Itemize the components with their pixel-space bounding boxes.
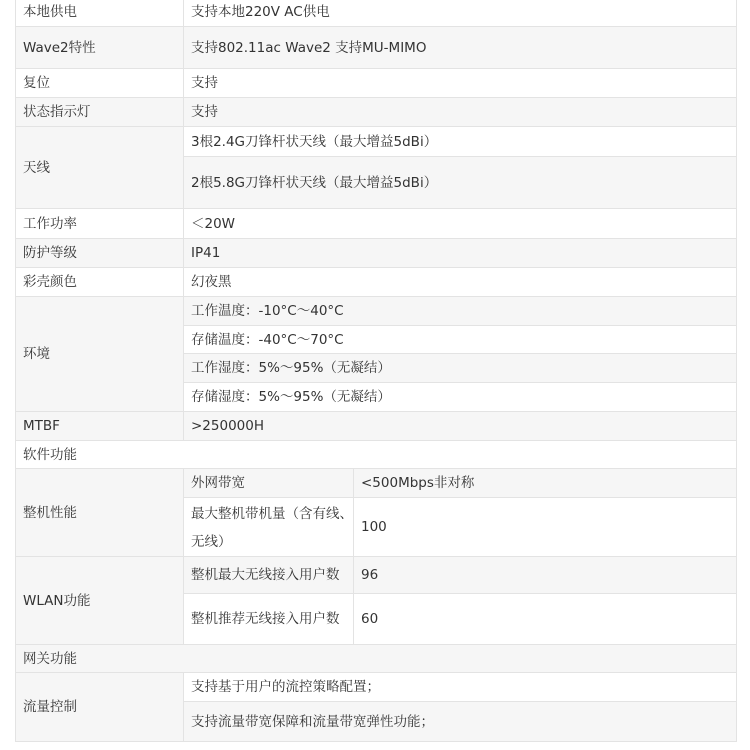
row-value: 支持802.11ac Wave2 支持MU-MIMO (184, 27, 737, 69)
section-heading-software (16, 441, 737, 469)
row-value: ＜20W (184, 209, 737, 239)
row-value: 支持 (184, 69, 737, 98)
row-label: WLAN功能 (16, 557, 184, 645)
spec-row-color (16, 268, 737, 297)
row-value: 存储温度：-40°C～70°C (184, 326, 737, 354)
spec-row-mtbf (16, 412, 737, 441)
row-value: 3根2.4G刀锋杆状天线（最大增益5dBi） (184, 127, 737, 157)
row-label: 环境 (16, 297, 184, 412)
row-label: MTBF (16, 412, 184, 441)
row-value: <500Mbps非对称 (354, 469, 737, 498)
row-value: 支持基于用户的流控策略配置； (184, 673, 737, 702)
row-value: 60 (354, 594, 737, 645)
row-key: 最大整机带机量（含有线、无线） (184, 498, 354, 557)
row-label: 流量控制 (16, 673, 184, 742)
spec-row-power (16, 0, 737, 27)
row-value: 96 (354, 557, 737, 594)
spec-row-performance (16, 469, 737, 498)
row-key: 外网带宽 (184, 469, 354, 498)
spec-row-antenna (16, 127, 737, 157)
section-heading: 软件功能 (16, 441, 737, 469)
row-value: 幻夜黑 (184, 268, 737, 297)
spec-row-wlan (16, 557, 737, 594)
row-label: 状态指示灯 (16, 98, 184, 127)
spec-row-environment (16, 297, 737, 326)
spec-row-power-consumption (16, 209, 737, 239)
row-value: 2根5.8G刀锋杆状天线（最大增益5dBi） (184, 157, 737, 209)
spec-table (15, 0, 737, 742)
row-value: IP41 (184, 239, 737, 268)
row-value: >250000H (184, 412, 737, 441)
row-label: 彩壳颜色 (16, 268, 184, 297)
row-label: 本地供电 (16, 0, 184, 27)
row-value: 存储湿度：5%～95%（无凝结） (184, 383, 737, 412)
row-value: 支持流量带宽保障和流量带宽弹性功能； (184, 702, 737, 742)
row-value: 支持 (184, 98, 737, 127)
row-label: 防护等级 (16, 239, 184, 268)
spec-row-protection (16, 239, 737, 268)
row-label: 工作功率 (16, 209, 184, 239)
row-value: 100 (354, 498, 737, 557)
row-label: 整机性能 (16, 469, 184, 557)
section-heading: 网关功能 (16, 645, 737, 673)
row-value: 工作湿度：5%～95%（无凝结） (184, 354, 737, 383)
row-label: 复位 (16, 69, 184, 98)
spec-row-wave2 (16, 27, 737, 69)
section-heading-gateway (16, 645, 737, 673)
row-key: 整机推荐无线接入用户数 (184, 594, 354, 645)
row-label: 天线 (16, 127, 184, 209)
spec-row-flow (16, 673, 737, 702)
row-label: Wave2特性 (16, 27, 184, 69)
row-value: 支持本地220V AC供电 (184, 0, 737, 27)
spec-row-reset (16, 69, 737, 98)
row-key: 整机最大无线接入用户数 (184, 557, 354, 594)
row-value: 工作温度：-10°C～40°C (184, 297, 737, 326)
spec-row-led (16, 98, 737, 127)
